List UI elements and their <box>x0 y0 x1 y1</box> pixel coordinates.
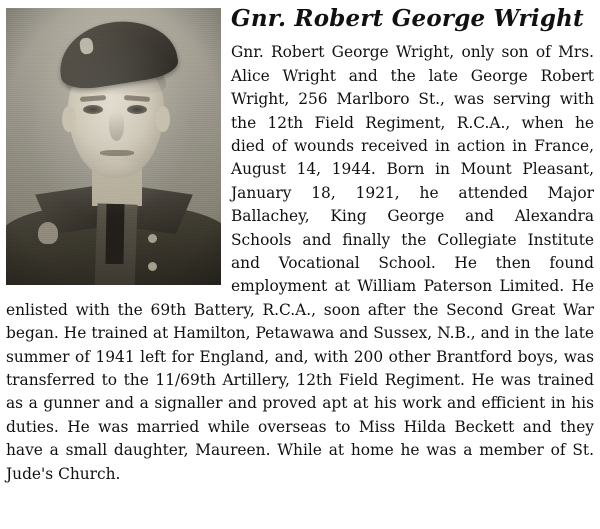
page-title: Gnr. Robert George Wright <box>231 5 584 32</box>
article-body-block <box>6 6 594 486</box>
photo-vignette <box>6 8 221 285</box>
biography-text: Gnr. Robert George Wright, only son of Mrs. Alice Wright and the late George Robert Wright, 256 Marlboro St., was serving with the 12th Field Regiment, R.C.A., when he died of wounds received in action in France, August 14, 1944. Born in Mount Pleasant, January 18, 1921, he attended Major Ballachey, King George and Alexandra Schools and finally the Collegiate Institute and Vocational School. He then found employment at William Paterson Limited. He enlisted with the 69th Battery, R.C.A., soon after the Second Great War began. He trained at Hamilton, Petawawa and Sussex, N.B., and in the late summer of 1941 left for England, and, with 200 other Brantford boys, was transferred to the 11/69th Artillery, 12th Field Regiment. He was trained as a gunner and a signaller and proved apt at his work and efficient in his duties. He was married while overseas to Miss Hilda Beckett and they have a small daughter, Maureen. While at home he was a member of St. Jude's Church. <box>6 43 594 483</box>
soldier-portrait-photo <box>6 8 221 285</box>
